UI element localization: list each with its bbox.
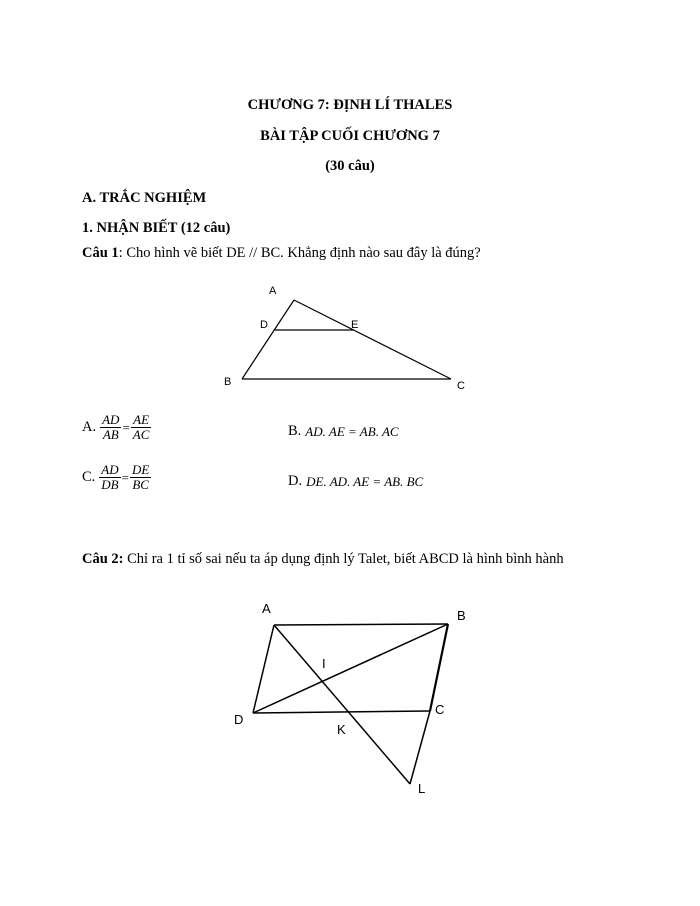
point-i-label: I (322, 656, 326, 671)
chapter-title: CHƯƠNG 7: ĐỊNH LÍ THALES (247, 97, 453, 113)
segment-ad (253, 625, 274, 713)
option-b-label: B. (288, 423, 302, 439)
fraction-2: $\frac{AE}{AC}$ (132, 412, 150, 442)
point-c-label: C (435, 702, 445, 717)
option-d-expression: DE. AD. AE = AB. BC (306, 473, 424, 489)
question-count: (30 câu) (325, 158, 375, 174)
diagonal-db (253, 624, 448, 713)
segment-dc (253, 711, 430, 713)
point-e-label: E (351, 319, 359, 331)
point-c-label: C (457, 380, 465, 392)
line-al (274, 625, 410, 784)
point-a-label: A (262, 601, 271, 616)
point-a-label: A (269, 285, 277, 297)
point-b-label: B (224, 376, 232, 388)
line-cl (410, 711, 430, 784)
question-2-label: Câu 2: (82, 551, 124, 567)
section-title: A. TRẮC NGHIỆM (82, 190, 207, 206)
option-c-label: C. (82, 469, 96, 485)
option-c[interactable]: C. $\frac{AD}{DB}$ = $\frac{DE}{BC}$ (82, 462, 150, 492)
point-l-label: L (418, 781, 426, 796)
question-1-label: Câu 1 (82, 245, 119, 261)
subsection-title: 1. NHẬN BIẾT (12 câu) (82, 220, 231, 236)
option-d-label: D. (288, 473, 303, 489)
point-d-label: D (260, 319, 268, 331)
point-b-label: B (457, 608, 466, 623)
option-a[interactable]: A. $\frac{AD}{AB}$ = $\frac{AE}{AC}$ (82, 412, 150, 442)
fraction-1: $\frac{AD}{AB}$ (102, 412, 120, 442)
exercise-subtitle: BÀI TẬP CUỐI CHƯƠNG 7 (260, 128, 440, 144)
fraction-2: $\frac{DE}{BC}$ (131, 462, 150, 492)
point-d-label: D (234, 712, 244, 727)
question-2-text: Chỉ ra 1 tỉ số sai nếu ta áp dụng định lý Talet, biết ABCD là hình bình hành (123, 551, 564, 567)
point-k-label: K (337, 722, 346, 737)
option-b-expression: AD. AE = AB. AC (305, 423, 399, 439)
segment-bc (430, 624, 448, 711)
fraction-1: $\frac{AD}{DB}$ (101, 462, 119, 492)
segment-ab (274, 624, 448, 625)
option-a-label: A. (82, 419, 97, 435)
question-1-text: : Cho hình vẽ biết DE // BC. Khẳng định nào sau đây là đúng? (118, 245, 481, 261)
